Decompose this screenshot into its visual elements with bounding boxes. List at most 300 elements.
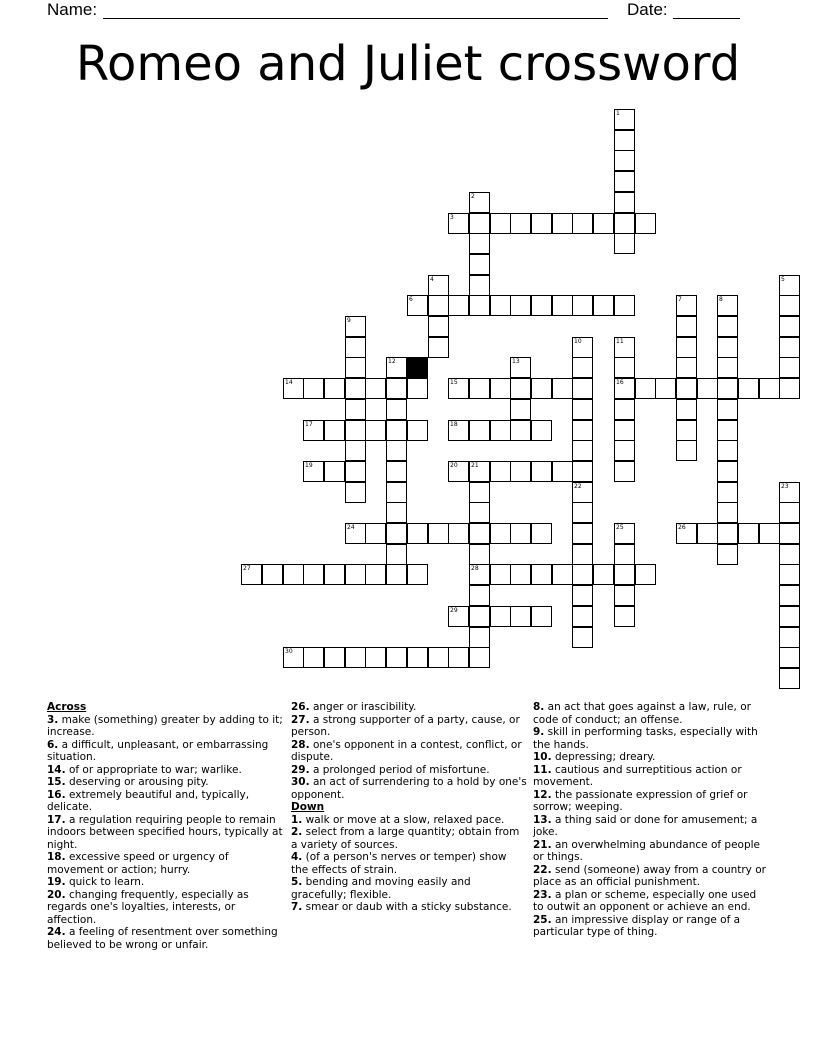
grid-cell[interactable]	[531, 564, 552, 585]
grid-cell[interactable]	[407, 420, 428, 441]
grid-cell[interactable]	[324, 378, 345, 399]
grid-cell[interactable]	[572, 357, 593, 378]
grid-cell[interactable]	[510, 295, 531, 316]
clue-item	[291, 714, 527, 739]
clue-text: an overwhelming abundance of people or things.	[533, 838, 761, 863]
grid-cell[interactable]	[386, 647, 407, 668]
grid-cell[interactable]	[614, 564, 635, 585]
grid-cell[interactable]	[448, 523, 469, 544]
clue-number: 1.	[291, 813, 303, 826]
grid-cell[interactable]	[572, 627, 593, 648]
page-title: Romeo and Juliet crossword	[75, 36, 741, 92]
grid-cell[interactable]	[490, 461, 511, 482]
clue-number: 20.	[47, 888, 66, 901]
cell-number: 14	[285, 379, 293, 386]
grid-cell[interactable]	[469, 482, 490, 503]
grid-cell[interactable]	[407, 378, 428, 399]
clue-item	[533, 814, 769, 839]
clue-text: an act that goes against a law, rule, or code of conduct; an offense.	[533, 701, 751, 726]
grid-cell[interactable]	[386, 523, 407, 544]
clue-item	[533, 751, 769, 764]
clue-text: a prolonged period of misfortune.	[312, 763, 490, 776]
clue-column-1	[47, 701, 283, 951]
grid-cell[interactable]	[572, 378, 593, 399]
grid-cell[interactable]	[717, 399, 738, 420]
cell-number: 1	[616, 110, 620, 117]
grid-cell[interactable]	[241, 564, 262, 585]
grid-cell[interactable]	[448, 420, 469, 441]
clue-item	[291, 739, 527, 764]
grid-cell[interactable]	[717, 544, 738, 565]
grid-cell[interactable]	[469, 606, 490, 627]
grid-cell[interactable]	[572, 337, 593, 358]
grid-cell[interactable]	[407, 647, 428, 668]
clue-text: a plan or scheme, especially one used to outwit an opponent or achieve an end.	[533, 888, 757, 913]
grid-cell[interactable]	[510, 523, 531, 544]
grid-cell[interactable]	[738, 523, 759, 544]
grid-cell[interactable]	[552, 378, 573, 399]
clue-item	[533, 864, 769, 889]
grid-cell[interactable]	[469, 523, 490, 544]
cell-number: 17	[305, 421, 313, 428]
clue-number: 2.	[291, 826, 303, 838]
grid-cell[interactable]	[779, 668, 800, 689]
clue-item	[47, 926, 283, 951]
clue-item	[291, 901, 527, 914]
clue-item	[291, 776, 527, 801]
grid-cell[interactable]	[614, 109, 635, 130]
grid-cell[interactable]	[345, 523, 366, 544]
grid-cell[interactable]	[448, 295, 469, 316]
grid-cell[interactable]	[614, 295, 635, 316]
grid-cell[interactable]	[676, 337, 697, 358]
grid-cell[interactable]	[572, 482, 593, 503]
grid-cell[interactable]	[303, 461, 324, 482]
clue-column-3	[533, 701, 769, 939]
grid-cell[interactable]	[386, 564, 407, 585]
clue-item	[291, 764, 527, 777]
grid-cell[interactable]	[635, 564, 656, 585]
clue-item	[533, 726, 769, 751]
grid-cell[interactable]	[717, 482, 738, 503]
grid-cell[interactable]	[345, 337, 366, 358]
grid-cell[interactable]	[510, 213, 531, 234]
grid-cell[interactable]	[614, 523, 635, 544]
grid-cell[interactable]	[469, 502, 490, 523]
clue-text: (of a person's nerves or temper) show the effects of strain.	[291, 851, 507, 876]
clue-item	[47, 876, 283, 889]
grid-cell[interactable]	[469, 254, 490, 275]
clue-number: 13.	[533, 813, 552, 826]
grid-cell[interactable]	[386, 420, 407, 441]
grid-cell[interactable]	[510, 606, 531, 627]
grid-cell[interactable]	[448, 213, 469, 234]
grid-cell[interactable]	[717, 337, 738, 358]
clue-number: 21.	[533, 838, 552, 851]
grid-cell[interactable]	[759, 378, 780, 399]
grid-cell[interactable]	[676, 440, 697, 461]
grid-cell[interactable]	[345, 647, 366, 668]
grid-cell[interactable]	[469, 192, 490, 213]
grid-cell[interactable]	[365, 420, 386, 441]
clue-text: the passionate expression of grief or sorrow; weeping.	[533, 788, 748, 813]
grid-cell[interactable]	[552, 564, 573, 585]
grid-cell[interactable]	[490, 420, 511, 441]
grid-cell[interactable]	[345, 420, 366, 441]
grid-cell[interactable]	[655, 378, 676, 399]
grid-cell[interactable]	[779, 482, 800, 503]
grid-cell[interactable]	[531, 523, 552, 544]
grid-cell[interactable]	[779, 316, 800, 337]
grid-cell[interactable]	[614, 440, 635, 461]
grid-cell[interactable]	[572, 420, 593, 441]
grid-cell[interactable]	[552, 295, 573, 316]
grid-cell[interactable]	[469, 461, 490, 482]
grid-cell[interactable]	[469, 378, 490, 399]
grid-cell[interactable]	[510, 461, 531, 482]
grid-cell[interactable]	[283, 564, 304, 585]
grid-cell[interactable]	[510, 357, 531, 378]
grid-cell[interactable]	[779, 378, 800, 399]
clue-item	[291, 876, 527, 901]
grid-cell[interactable]	[345, 564, 366, 585]
grid-cell[interactable]	[345, 357, 366, 378]
grid-cell[interactable]	[717, 461, 738, 482]
clue-text: bending and moving easily and gracefully; flexible.	[291, 876, 471, 901]
grid-cell[interactable]	[531, 213, 552, 234]
clue-text: an impressive display or range of a particular type of thing.	[533, 913, 741, 938]
clue-number: 28.	[291, 738, 310, 751]
grid-cell[interactable]	[386, 544, 407, 565]
grid-cell[interactable]	[717, 295, 738, 316]
grid-cell[interactable]	[469, 627, 490, 648]
grid-cell[interactable]	[779, 275, 800, 296]
grid-cell[interactable]	[262, 564, 283, 585]
grid-cell[interactable]	[345, 482, 366, 503]
cell-number: 9	[347, 317, 351, 324]
grid-cell[interactable]	[448, 647, 469, 668]
grid-cell[interactable]	[469, 544, 490, 565]
grid-cell[interactable]	[572, 564, 593, 585]
grid-cell[interactable]	[614, 606, 635, 627]
clue-item	[291, 814, 527, 827]
grid-cell[interactable]	[572, 399, 593, 420]
grid-cell[interactable]	[779, 357, 800, 378]
grid-cell[interactable]	[614, 171, 635, 192]
grid-cell[interactable]	[386, 357, 407, 378]
cell-number: 30	[285, 648, 293, 655]
grid-cell[interactable]	[386, 502, 407, 523]
grid-cell[interactable]	[717, 523, 738, 544]
grid-cell[interactable]	[676, 378, 697, 399]
grid-cell[interactable]	[635, 378, 656, 399]
cell-number: 4	[430, 276, 434, 283]
clue-number: 14.	[47, 763, 66, 776]
grid-cell[interactable]	[428, 337, 449, 358]
clue-item	[533, 889, 769, 914]
grid-cell[interactable]	[365, 564, 386, 585]
date-label: Date:	[627, 0, 668, 19]
grid-cell[interactable]	[469, 275, 490, 296]
grid-cell[interactable]	[779, 627, 800, 648]
grid-cell[interactable]	[510, 399, 531, 420]
grid-cell[interactable]	[593, 564, 614, 585]
cell-number: 2	[471, 193, 475, 200]
grid-cell[interactable]	[428, 316, 449, 337]
grid-cell[interactable]	[490, 564, 511, 585]
grid-cell[interactable]	[510, 420, 531, 441]
grid-cell[interactable]	[365, 378, 386, 399]
clue-item	[47, 739, 283, 764]
grid-cell[interactable]	[738, 378, 759, 399]
grid-cell[interactable]	[531, 461, 552, 482]
cell-number: 27	[243, 565, 251, 572]
grid-cell[interactable]	[490, 606, 511, 627]
grid-cell[interactable]	[676, 295, 697, 316]
grid-cell[interactable]	[324, 461, 345, 482]
cell-number: 26	[678, 524, 686, 531]
grid-cell[interactable]	[572, 585, 593, 606]
grid-cell[interactable]	[531, 606, 552, 627]
grid-cell[interactable]	[717, 420, 738, 441]
grid-cell[interactable]	[469, 213, 490, 234]
clue-text: extremely beautiful and, typically, delicate.	[47, 788, 250, 813]
cell-number: 18	[450, 421, 458, 428]
clue-item	[47, 789, 283, 814]
cell-number: 19	[305, 462, 313, 469]
cell-number: 16	[616, 379, 624, 386]
clue-number: 3.	[47, 713, 59, 726]
grid-cell[interactable]	[572, 440, 593, 461]
clue-number: 6.	[47, 738, 59, 751]
clue-number: 10.	[533, 751, 552, 763]
grid-cell[interactable]	[697, 523, 718, 544]
grid-cell[interactable]	[469, 295, 490, 316]
grid-cell[interactable]	[779, 295, 800, 316]
cell-number: 5	[781, 276, 785, 283]
clue-number: 15.	[47, 776, 66, 788]
cell-number: 29	[450, 607, 458, 614]
grid-cell[interactable]	[386, 461, 407, 482]
grid-cell[interactable]	[572, 502, 593, 523]
grid-cell[interactable]	[676, 420, 697, 441]
grid-cell[interactable]	[428, 647, 449, 668]
clue-number: 26.	[291, 701, 310, 713]
grid-cell[interactable]	[717, 440, 738, 461]
grid-cell[interactable]	[779, 544, 800, 565]
grid-cell[interactable]	[572, 606, 593, 627]
grid-cell[interactable]	[407, 295, 428, 316]
grid-cell[interactable]	[614, 130, 635, 151]
grid-cell[interactable]	[717, 502, 738, 523]
grid-cell[interactable]	[407, 564, 428, 585]
clue-text: a difficult, unpleasant, or embarrassing situation.	[47, 738, 269, 763]
grid-cell[interactable]	[510, 378, 531, 399]
grid-cell[interactable]	[614, 233, 635, 254]
grid-cell[interactable]	[676, 357, 697, 378]
grid-cell[interactable]	[490, 295, 511, 316]
grid-cell[interactable]	[614, 378, 635, 399]
clue-item	[47, 889, 283, 927]
grid-cell[interactable]	[303, 564, 324, 585]
grid-cell[interactable]	[365, 647, 386, 668]
clue-text: changing frequently, especially as regards one's loyalties, interests, or affection.	[47, 888, 249, 926]
clue-number: 24.	[47, 926, 66, 938]
clue-number: 9.	[533, 726, 545, 738]
grid-cell[interactable]	[572, 544, 593, 565]
clue-number: 5.	[291, 876, 303, 888]
cell-number: 10	[574, 338, 582, 345]
clue-item	[47, 851, 283, 876]
grid-cell[interactable]	[345, 440, 366, 461]
grid-cell[interactable]	[469, 647, 490, 668]
grid-cell[interactable]	[676, 523, 697, 544]
grid-cell[interactable]	[717, 378, 738, 399]
grid-cell[interactable]	[428, 275, 449, 296]
grid-cell[interactable]	[303, 647, 324, 668]
grid-cell[interactable]	[386, 378, 407, 399]
grid-cell[interactable]	[407, 523, 428, 544]
grid-cell[interactable]	[614, 420, 635, 441]
grid-cell[interactable]	[345, 316, 366, 337]
grid-cell[interactable]	[531, 378, 552, 399]
clue-number: 7.	[291, 901, 303, 913]
clue-item	[291, 701, 527, 714]
clue-text: quick to learn.	[68, 876, 145, 888]
grid-cell[interactable]	[614, 337, 635, 358]
grid-cell[interactable]	[552, 213, 573, 234]
grid-cell[interactable]	[365, 523, 386, 544]
grid-cell[interactable]	[324, 564, 345, 585]
grid-cell[interactable]	[428, 295, 449, 316]
clue-number: 27.	[291, 713, 310, 726]
clue-item	[47, 714, 283, 739]
grid-cell[interactable]	[614, 357, 635, 378]
clue-text: smear or daub with a sticky substance.	[305, 901, 512, 913]
grid-cell[interactable]	[448, 606, 469, 627]
grid-cell[interactable]	[345, 461, 366, 482]
cell-number: 7	[678, 296, 682, 303]
grid-cell[interactable]	[676, 399, 697, 420]
cell-number: 6	[409, 296, 413, 303]
grid-cell[interactable]	[614, 399, 635, 420]
grid-cell[interactable]	[324, 647, 345, 668]
grid-cell[interactable]	[697, 378, 718, 399]
clue-item	[291, 826, 527, 851]
grid-cell[interactable]	[717, 357, 738, 378]
grid-cell[interactable]	[448, 378, 469, 399]
grid-cell[interactable]	[779, 564, 800, 585]
grid-cell[interactable]	[572, 461, 593, 482]
grid-cell[interactable]	[779, 585, 800, 606]
grid-cell[interactable]	[345, 399, 366, 420]
cell-number: 20	[450, 462, 458, 469]
grid-cell[interactable]	[614, 585, 635, 606]
grid-cell[interactable]	[614, 150, 635, 171]
grid-cell[interactable]	[531, 420, 552, 441]
clue-item	[533, 701, 769, 726]
grid-cell[interactable]	[572, 295, 593, 316]
grid-cell[interactable]	[283, 378, 304, 399]
grid-cell[interactable]	[303, 420, 324, 441]
grid-cell[interactable]	[448, 461, 469, 482]
grid-cell[interactable]	[531, 295, 552, 316]
across-heading: Across	[47, 701, 87, 713]
down-heading: Down	[291, 801, 325, 813]
grid-cell[interactable]	[614, 461, 635, 482]
grid-cell[interactable]	[779, 606, 800, 627]
grid-cell[interactable]	[614, 544, 635, 565]
grid-cell[interactable]	[593, 295, 614, 316]
clue-text: a thing said or done for amusement; a joke.	[533, 813, 758, 838]
grid-cell[interactable]	[283, 647, 304, 668]
grid-cell[interactable]	[469, 233, 490, 254]
grid-cell[interactable]	[428, 523, 449, 544]
clue-number: 23.	[533, 888, 552, 901]
clue-number: 19.	[47, 876, 66, 888]
clue-text: an act of surrendering to a hold by one's opponent.	[291, 776, 527, 801]
grid-cell[interactable]	[386, 482, 407, 503]
grid-cell[interactable]	[614, 213, 635, 234]
grid-cell[interactable]	[490, 523, 511, 544]
clue-text: excessive speed or urgency of movement or action; hurry.	[47, 851, 229, 876]
clue-text: select from a large quantity; obtain from a variety of sources.	[291, 826, 520, 851]
grid-cell[interactable]	[469, 585, 490, 606]
grid-cell[interactable]	[779, 337, 800, 358]
grid-cell[interactable]	[779, 647, 800, 668]
clue-text: skill in performing tasks, especially with the hands.	[533, 726, 758, 751]
grid-cell[interactable]	[779, 502, 800, 523]
grid-cell[interactable]	[572, 523, 593, 544]
grid-cell[interactable]	[717, 316, 738, 337]
grid-cell[interactable]	[490, 378, 511, 399]
grid-cell[interactable]	[386, 440, 407, 461]
grid-cell[interactable]	[676, 316, 697, 337]
grid-cell[interactable]	[759, 523, 780, 544]
grid-cell[interactable]	[552, 461, 573, 482]
grid-cell[interactable]	[779, 523, 800, 544]
clue-text: a strong supporter of a party, cause, or person.	[291, 713, 520, 738]
clue-number: 25.	[533, 913, 552, 926]
cell-number: 11	[616, 338, 624, 345]
grid-cell[interactable]	[469, 564, 490, 585]
clue-column-2	[291, 701, 527, 914]
clue-number: 8.	[533, 701, 545, 713]
grid-cell[interactable]	[510, 564, 531, 585]
clue-item	[47, 814, 283, 852]
clue-text: make (something) greater by adding to it; increase.	[47, 713, 283, 738]
grid-cell[interactable]	[490, 213, 511, 234]
grid-cell[interactable]	[635, 213, 656, 234]
grid-cell[interactable]	[324, 420, 345, 441]
clue-item	[533, 764, 769, 789]
grid-cell[interactable]	[386, 399, 407, 420]
clue-text: a regulation requiring people to remain indoors between specified hours, typically at night.	[47, 813, 283, 851]
clue-number: 22.	[533, 863, 552, 876]
grid-cell[interactable]	[614, 192, 635, 213]
grid-cell[interactable]	[303, 378, 324, 399]
clue-text: send (someone) away from a country or place as an official punishment.	[533, 863, 766, 888]
clue-number: 17.	[47, 813, 66, 826]
clue-number: 30.	[291, 776, 310, 788]
clue-text: anger or irascibility.	[312, 701, 417, 713]
grid-cell[interactable]	[469, 420, 490, 441]
grid-cell[interactable]	[572, 213, 593, 234]
grid-cell[interactable]	[593, 213, 614, 234]
grid-cell[interactable]	[345, 378, 366, 399]
clue-text: walk or move at a slow, relaxed pace.	[305, 813, 505, 826]
cell-number: 21	[471, 462, 479, 469]
